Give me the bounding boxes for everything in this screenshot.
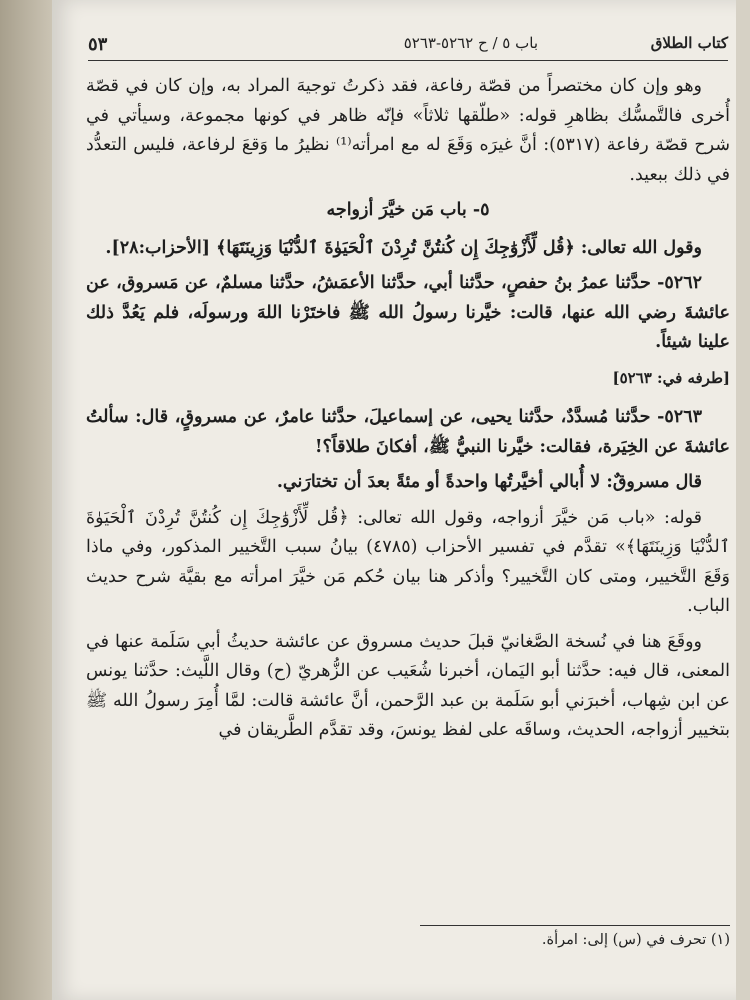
chapter-title: كتاب الطلاق xyxy=(650,34,728,52)
commentary-paragraph-3: ووقَعَ هنا في نُسخة الصَّغانيّ قبلَ حديث مسروق عن عائشة حديثُ أبي سَلَمة عنها في المعنى، قال فيه: حدَّثنا أبو اليَمان، أخبرنا شُعَيب عن الزُّهريّ (ح) وقال اللَّيث: حدَّثنا يونس عن ابن شِهاب، أخبرَني أبو سَلَمة بن عبد الرَّحمن، أنَّ عائشة قالت: لمَّا أُمِرَ رسولُ الله ﷺ بتخيير أزواجه، الحديث، وساقَه على لفظ يونسَ، وقد تقدَّم الطَّريقان في xyxy=(86,631,730,740)
commentary-paragraph-2: قوله: «باب مَن خيَّرَ أزواجه، وقول الله تعالى: ﴿قُل لِّأَزْوَٰجِكَ إِن كُنتُنَّ تُرِدْنَ ٱلْحَيَوٰةَ ٱلدُّنْيَا وَزِينَتَهَا﴾» تقدَّم في تفسير الأحزاب (٤٧٨٥) بيانُ سبب التَّخيير المذكور، وفي ماذا وَقَعَ التَّخيير، ومتى كان التَّخيير؟ وأذكر هنا بيان حُكم مَن خيَّرَ امرأته مع بقيَّة شرح حديث الباب. xyxy=(86,507,730,616)
page-body xyxy=(86,72,730,752)
commentary-paragraph-1: وهو وإن كان مختصراً من قصّة رفاعة، فقد ذكرتُ توجيهَ المراد به، وإن كان في قصّة أُخرى فالتَّمسُّك بظاهرِ قوله: «طلّقها ثلاثاً» فإنّه ظاهر في كونها مجموعة، وسيأتي في شرح قصّة رفاعة (٥٣١٧): أنَّ غيرَه وَقَعَ له مع امرأته⁽¹⁾ نظيرُ ما وَقعَ لرفاعة، فليس التعدُّد في ذلك ببعيد. xyxy=(86,76,730,185)
chapter-heading: ٥- باب مَن خيَّرَ أزواجه xyxy=(326,200,490,220)
hadith-5263-masruq: قال مسروقٌ: لا أُبالي أخيَّرتُها واحدةً أو مئةً بعدَ أن تختارَني. xyxy=(276,472,702,492)
hadith-5263: ٥٢٦٣- حدَّثنا مُسدَّدٌ، حدَّثنا يحيى، عن إسماعيلَ، حدَّثنا عامرٌ، عن مسروقٍ، قال: سألتُ عائشةَ عن الخِيَرة، فقالت: خيَّرنا النبيُّ ﷺ، أفكانَ طلاقاً؟! xyxy=(86,407,730,457)
page-number: ٥٣ xyxy=(88,34,108,55)
book-gutter xyxy=(0,0,52,1000)
header-rule xyxy=(88,60,728,61)
page-edge xyxy=(736,0,750,1000)
footnote-rule xyxy=(420,925,730,926)
quran-verse-paragraph: وقول الله تعالى: ﴿قُل لِّأَزْوَٰجِكَ إِن كُنتُنَّ تُرِدْنَ ٱلْحَيَوٰةَ ٱلدُّنْيَا وَزِينَتَهَا﴾ [الأحزاب:٢٨]. xyxy=(105,237,702,258)
footnote: (١) تحرف في (س) إلى: امرأة. xyxy=(541,932,730,948)
hadith-5262: ٥٢٦٢- حدَّثنا عمرُ بنُ حفصٍ، حدَّثنا أبي، حدَّثنا الأعمَشُ، حدَّثنا مسلمٌ، عن مَسروق، عن عائشةَ رضي الله عنها، قالت: خيَّرنا رسولُ الله ﷺ فاختَرْنا اللهَ ورسولَه، فلم يَعُدَّ ذلك علينا شيئاً. xyxy=(86,273,730,352)
cross-reference: [طرفه في: ٥٢٦٣] xyxy=(612,368,730,387)
hadith-range: باب ٥ / ح ٥٢٦٢-٥٢٦٣ xyxy=(403,34,538,52)
running-header xyxy=(88,34,728,56)
